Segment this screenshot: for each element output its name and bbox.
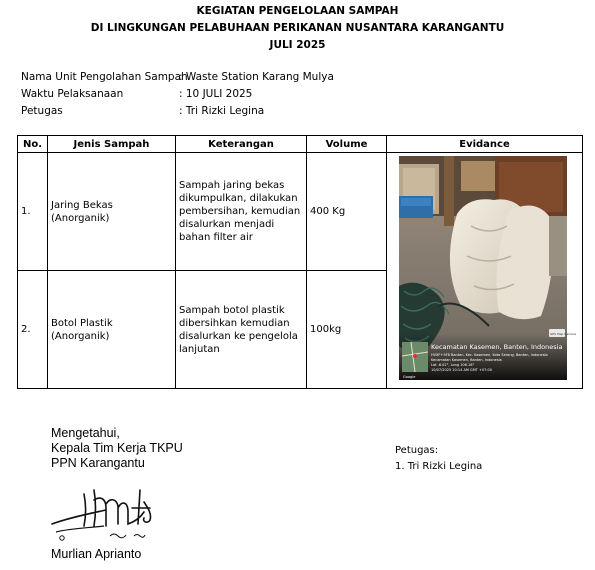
- header-keterangan: Keterangan: [176, 136, 307, 153]
- petugas-entry: 1. Tri Rizki Legina: [395, 461, 483, 472]
- header-jenis: Jenis Sampah: [48, 136, 176, 153]
- watermark-label: GPS Map Camera: [550, 332, 577, 336]
- cell-jenis: Botol Plastik (Anorganik): [48, 271, 176, 389]
- cell-keterangan: Sampah botol plastik dibersihkan kemudian disalurkan ke pengelola lanjutan: [176, 271, 307, 389]
- petugas-label: Petugas:: [395, 445, 439, 456]
- info-label: Nama Unit Pengolahan Sampah: [21, 71, 188, 83]
- info-label: Petugas: [21, 105, 63, 117]
- info-value: : 10 JULI 2025: [179, 88, 253, 100]
- header-evidance: Evidance: [387, 136, 583, 153]
- cell-no: 1.: [18, 153, 48, 271]
- photo-location-title: Kecamatan Kasemen, Banten, Indonesia: [431, 343, 563, 351]
- cell-evidence: [387, 153, 583, 389]
- cell-keterangan: Sampah jaring bekas dikumpulkan, dilakukan pembersihan, kemudian disalurkan menjadi bahan filter air: [176, 153, 307, 271]
- signature-block: [51, 426, 183, 471]
- signature-line-3: PPN Karangantu: [51, 456, 145, 470]
- signer-name: Murlian Aprianto: [51, 547, 142, 561]
- google-label: Google: [403, 375, 416, 379]
- photo-address-1: HVXF+9F8 Banten, Kec. Kasemen, Kota Serang, Banten, Indonesia: [431, 353, 548, 357]
- waste-table: [17, 135, 583, 389]
- signature-line-2: Kepala Tim Kerja TKPU: [51, 441, 183, 455]
- cell-volume: 100kg: [307, 271, 387, 389]
- photo-coords: Lat -6.02°, Long 106.16°: [431, 363, 475, 367]
- info-label: Waktu Pelaksanaan: [21, 88, 124, 100]
- info-value: : Tri Rizki Legina: [179, 105, 265, 117]
- header-volume: Volume: [307, 136, 387, 153]
- evidence-photo-image: [399, 156, 577, 380]
- title-line-3: JULI 2025: [269, 39, 326, 51]
- signature-line-1: Mengetahui,: [51, 426, 120, 440]
- table-header-row: [18, 136, 583, 153]
- photo-datetime: 10/07/2025 10:14 AM GMT +07:00: [431, 368, 493, 372]
- handwritten-signature: [48, 478, 168, 544]
- photo-address-2: Kecamatan Kasemen, Banten, Indonesia: [431, 358, 502, 362]
- table-row: [18, 153, 583, 271]
- header-no: No.: [18, 136, 48, 153]
- cell-volume: 400 Kg: [307, 153, 387, 271]
- title-line-2: DI LINGKUNGAN PELABUHAAN PERIKANAN NUSANTARA KARANGANTU: [90, 22, 505, 34]
- evidence-photo: [399, 156, 577, 380]
- title-line-1: KEGIATAN PENGELOLAAN SAMPAH: [196, 5, 399, 17]
- info-value: : Waste Station Karang Mulya: [179, 71, 334, 83]
- cell-no: 2.: [18, 271, 48, 389]
- cell-jenis: Jaring Bekas (Anorganik): [48, 153, 176, 271]
